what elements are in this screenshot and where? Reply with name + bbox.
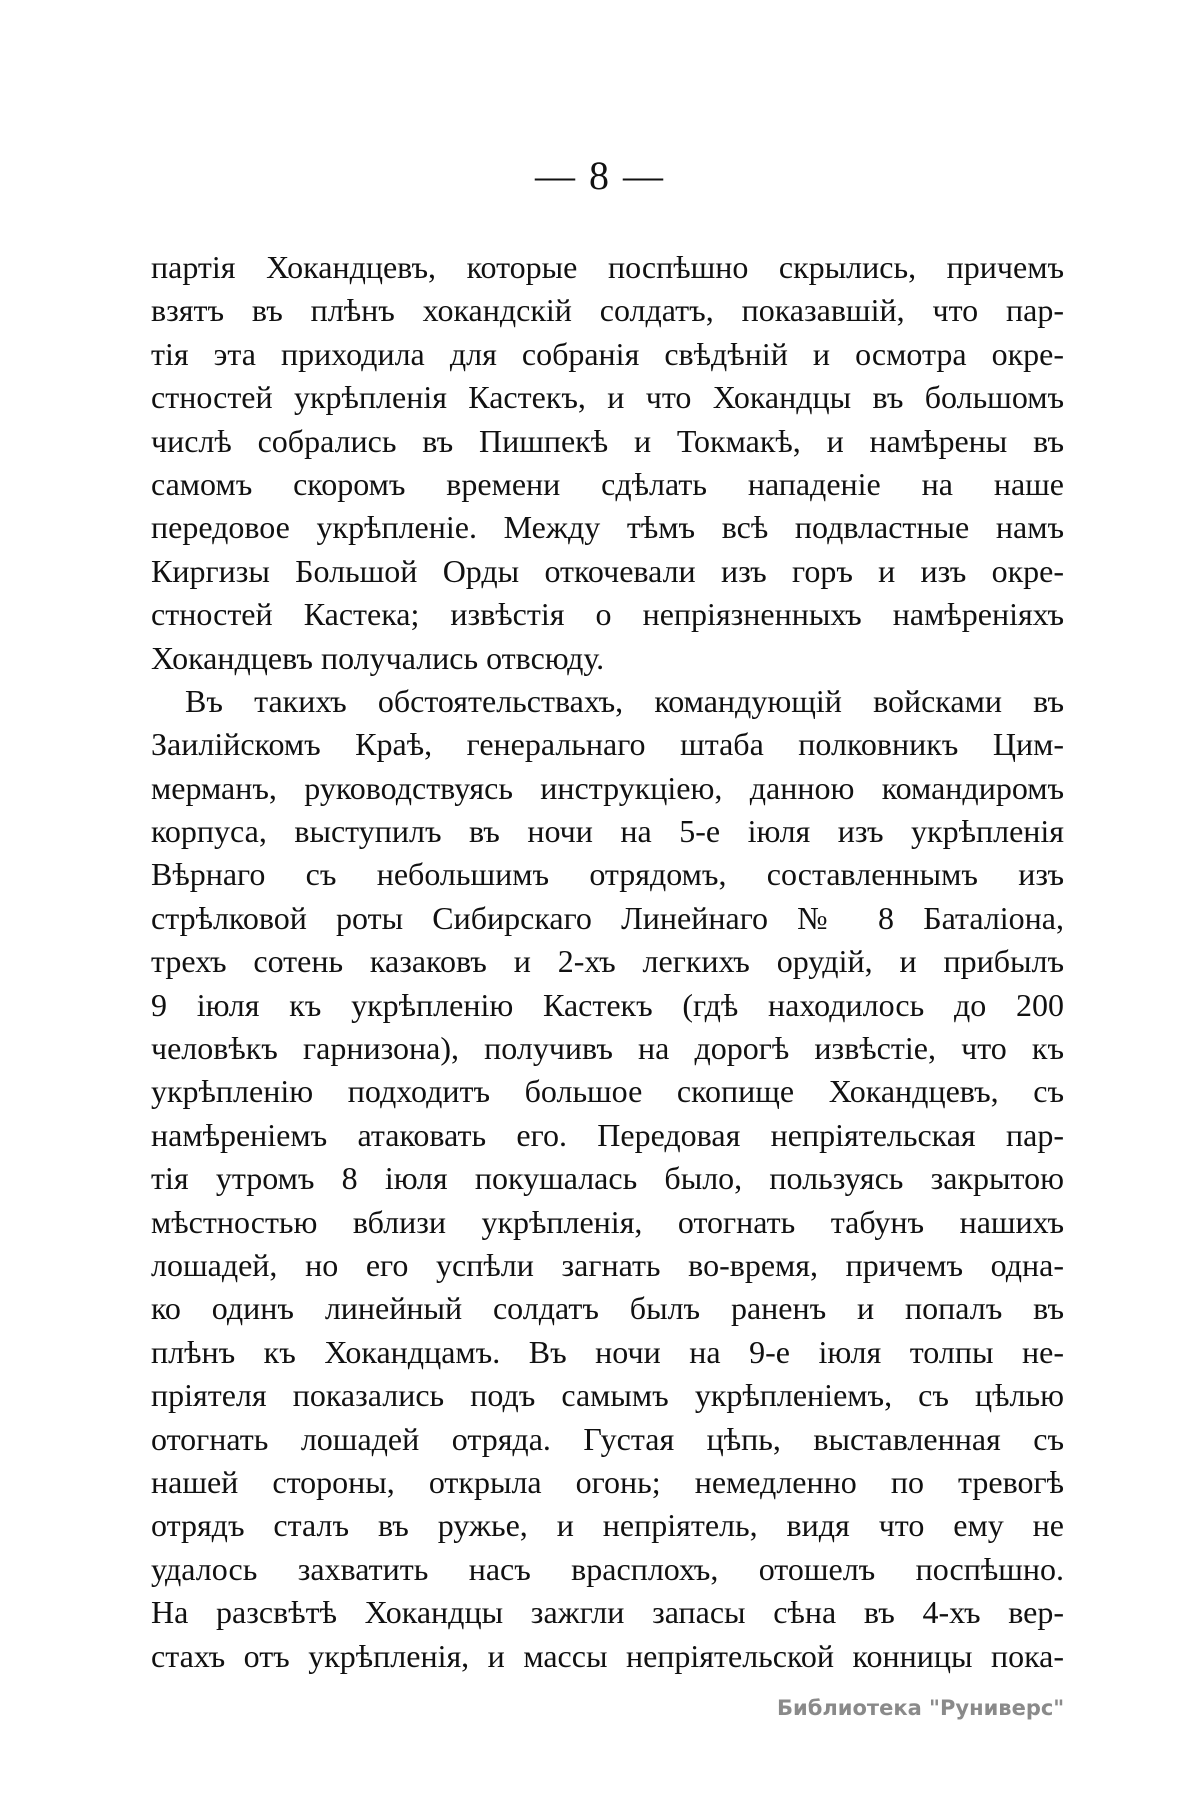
text-line: партія Хокандцевъ, которые поспѣшно скрылись, причемъ xyxy=(151,249,1064,285)
text-line: Хокандцевъ получались отвсюду. xyxy=(151,639,605,676)
text-line: корпуса, выступилъ въ ночи на 5-е іюля изъ укрѣпленія xyxy=(151,813,1064,850)
text-line: стахъ отъ укрѣпленія, и массы непріятельской конницы пока- xyxy=(151,1637,1064,1674)
text-line: 9 іюля къ укрѣпленію Кастекъ (гдѣ находилось до 200 xyxy=(151,986,1064,1023)
text-line: ко одинъ линейный солдатъ былъ раненъ и попалъ въ xyxy=(151,1290,1064,1327)
text-line: отрядъ сталъ въ ружье, и непріятель, видя что ему не xyxy=(151,1507,1064,1544)
text-line: стрѣлковой роты Сибирскаго Линейнаго № 8 Баталіона, xyxy=(151,899,1064,936)
text-line: числѣ собрались въ Пишпекѣ и Токмакѣ, и намѣрены въ xyxy=(151,422,1064,459)
text-line: мерманъ, руководствуясь инструкціею, данною командиромъ xyxy=(151,769,1064,806)
body-text xyxy=(151,246,1064,1678)
text-line: Заилійскомъ Краѣ, генеральнаго штаба полковникъ Цим- xyxy=(151,726,1064,763)
page-number: — 8 — xyxy=(535,153,665,198)
text-line: намѣреніемъ атаковать его. Передовая непріятельская пар- xyxy=(151,1116,1064,1153)
text-line: тія эта приходила для собранія свѣдѣній и осмотра окре- xyxy=(151,335,1064,372)
text-line: Въ такихъ обстоятельствахъ, командующій войсками въ xyxy=(185,682,1064,719)
text-line: стностей укрѣпленія Кастекъ, и что Хокандцы въ большомъ xyxy=(151,379,1064,416)
text-line: пріятеля показались подъ самымъ укрѣпленіемъ, съ цѣлью xyxy=(151,1377,1064,1414)
text-line: взятъ въ плѣнъ хокандскій солдатъ, показавшій, что пар- xyxy=(151,292,1064,329)
text-line: Вѣрнаго съ небольшимъ отрядомъ, составленнымъ изъ xyxy=(151,856,1064,893)
text-line: человѣкъ гарнизона), получивъ на дорогѣ извѣстіе, что къ xyxy=(151,1030,1064,1067)
library-watermark: Библиотека "Руниверс" xyxy=(777,1696,1065,1720)
text-line: На разсвѣтѣ Хокандцы зажгли запасы сѣна въ 4-хъ вер- xyxy=(151,1594,1064,1631)
text-line: лошадей, но его успѣли загнать во-время, причемъ одна- xyxy=(151,1246,1064,1283)
text-line: трехъ сотень казаковъ и 2-хъ легкихъ орудій, и прибылъ xyxy=(151,943,1064,980)
text-line: самомъ скоромъ времени сдѣлать нападеніе на наше xyxy=(151,465,1064,502)
text-line: мѣстностью вблизи укрѣпленія, отогнать табунъ нашихъ xyxy=(151,1203,1064,1240)
text-line: нашей стороны, открыла огонь; немедленно по тревогѣ xyxy=(151,1463,1064,1500)
text-line: передовое укрѣпленіе. Между тѣмъ всѣ подвластные намъ xyxy=(151,509,1064,546)
text-line: тія утромъ 8 іюля покушалась было, пользуясь закрытою xyxy=(151,1160,1064,1197)
text-line: плѣнъ къ Хокандцамъ. Въ ночи на 9-е іюля толпы не- xyxy=(151,1333,1064,1370)
text-line: укрѣпленію подходитъ большое скопище Хокандцевъ, съ xyxy=(151,1073,1064,1110)
text-line: Киргизы Большой Орды откочевали изъ горъ и изъ окре- xyxy=(151,552,1064,589)
text-line: отогнать лошадей отряда. Густая цѣпь, выставленная съ xyxy=(151,1420,1064,1457)
text-line: стностей Кастека; извѣстія о непріязненныхъ намѣреніяхъ xyxy=(151,596,1064,633)
text-line: удалось захватить насъ врасплохъ, отошелъ поспѣшно. xyxy=(151,1550,1064,1587)
